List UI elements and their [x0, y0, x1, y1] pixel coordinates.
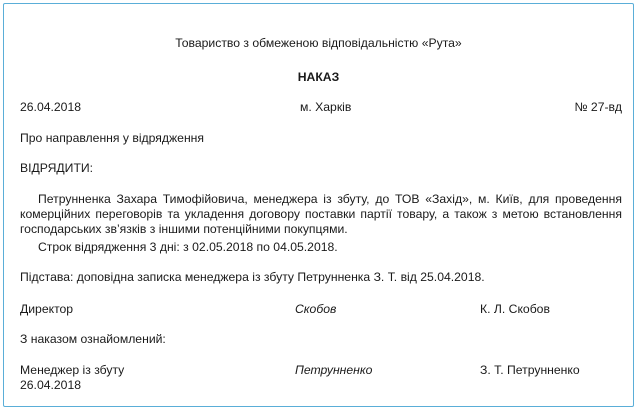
acknowledgement-date: 26.04.2018: [20, 378, 81, 392]
director-title: Директор: [20, 302, 74, 316]
order-city: м. Харків: [300, 100, 352, 114]
director-signature: Скобов: [295, 302, 337, 316]
order-basis: Підстава: доповідна записка менеджера із збуту Петрунненка З. Т. від 25.04.2018.: [20, 270, 485, 284]
order-subject: Про направлення у відрядження: [20, 131, 205, 145]
order-number: № 27-вд: [574, 100, 622, 114]
directive-heading: ВІДРЯДИТИ:: [20, 161, 94, 175]
order-date: 26.04.2018: [20, 100, 81, 114]
trip-term: Строк відрядження 3 дні: з 02.05.2018 по 04.05.2018.: [38, 240, 338, 254]
company-name: Товариство з обмеженою відповідальністю «Рута»: [175, 36, 462, 50]
order-body: Петрунненка Захара Тимофійовича, менеджера із збуту, до ТОВ «Захід», м. Київ, для проведення комерційних переговорів та укладення договору поставки партії товару, а також з метою встановлення господарських зв’язків з іншими потенційними покупцями.: [20, 192, 622, 236]
employee-name: З. Т. Петрунненко: [480, 363, 580, 377]
director-name: К. Л. Скобов: [480, 302, 550, 316]
document-type: НАКАЗ: [297, 70, 340, 84]
employee-title: Менеджер із збуту: [20, 363, 125, 377]
order-document: [3, 3, 634, 407]
employee-signature: Петрунненко: [295, 363, 373, 377]
acknowledgement-label: З наказом ознайомлений:: [20, 332, 166, 346]
